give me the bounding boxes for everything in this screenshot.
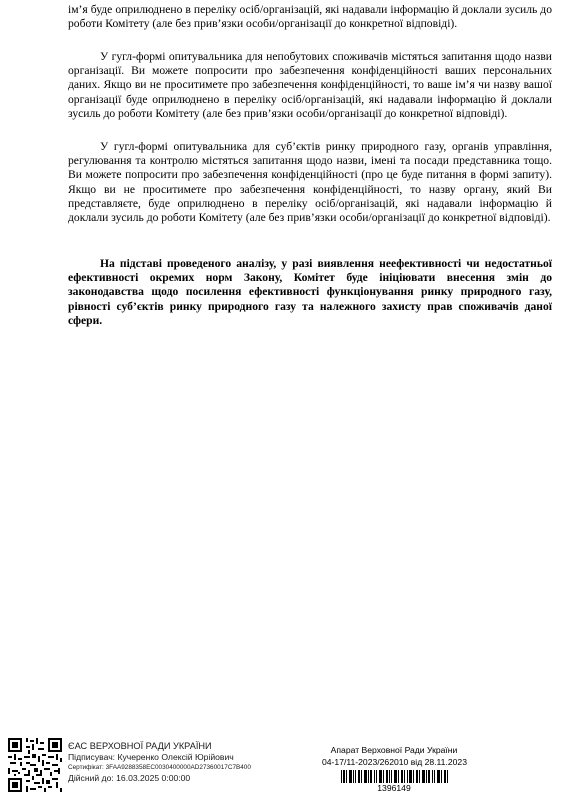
paragraph-conclusion: На підставі проведеного аналізу, у разі виявлення неефективності чи недостатньої ефективності окремих норм Закону, Комітет буде ініціювати внесення змін до законодавства щодо посилення ефективності функціонування ринку природного газу, рівності суб’єктів ринку природного газу та належного захисту прав споживачів даної сфери. bbox=[68, 257, 552, 327]
paragraph-market-subjects: У гугл-формі опитувальника для суб’єктів ринку природного газу, органів управління, регулювання та контролю містяться запитання щодо назви, імені та посади представника тощо. Ви можете попросити про забезпечення конфіденційності (про це буде питання в формі запиту). Якщо ви не проситимете про забезпечення конфіденційності, то назву органу, який Ви представляєте, буде оприлюднено в переліку осіб/організацій, які надавали інформацію й доклали зусиль до роботи Комітету (але без прив’язки особи/організації до конкретної відповіді). bbox=[68, 140, 552, 225]
paragraph-continuation: ім’я буде оприлюднено в переліку осіб/організацій, які надавали інформацію й доклали зусиль до роботи Комітету (але без прив’язки особи/організації до конкретної відповіді). bbox=[68, 3, 552, 31]
registration-office: Апарат Верховної Ради України bbox=[330, 745, 458, 755]
barcode-icon bbox=[339, 770, 449, 783]
signature-signer: Підписувач: Кучеренко Олексій Юрійович bbox=[68, 752, 234, 762]
paragraph-non-household-consumers: У гугл-формі опитувальника для непобутових споживачів містяться запитання щодо назви організації. Ви можете попросити про забезпечення конфіденційності ваших персональних даних. Якщо ви не проситимете про забезпечення конфіденційності, то ваше ім’я чи назву вашої організації буде оприлюднено в переліку осіб/організацій, які надавали інформацію й доклали зусиль до роботи Комітету (але без прив’язки особи/організації до конкретної відповіді). bbox=[68, 50, 552, 120]
registration-stamp bbox=[322, 744, 466, 793]
signature-system: ЄАС ВЕРХОВНОЇ РАДИ УКРАЇНИ bbox=[68, 741, 212, 751]
qr-code-icon bbox=[8, 738, 62, 792]
registration-number: 04-17/11-2023/262010 від 28.11.2023 bbox=[322, 757, 467, 767]
signature-certificate: Сертифікат: 3FAA9288358EC0030400000AD27360017C7B400 bbox=[68, 764, 251, 771]
digital-signature-block bbox=[68, 741, 308, 784]
signature-valid-until: Дійсний до: 16.03.2025 0:00:00 bbox=[68, 773, 191, 783]
barcode-number: 1396149 bbox=[377, 783, 411, 793]
